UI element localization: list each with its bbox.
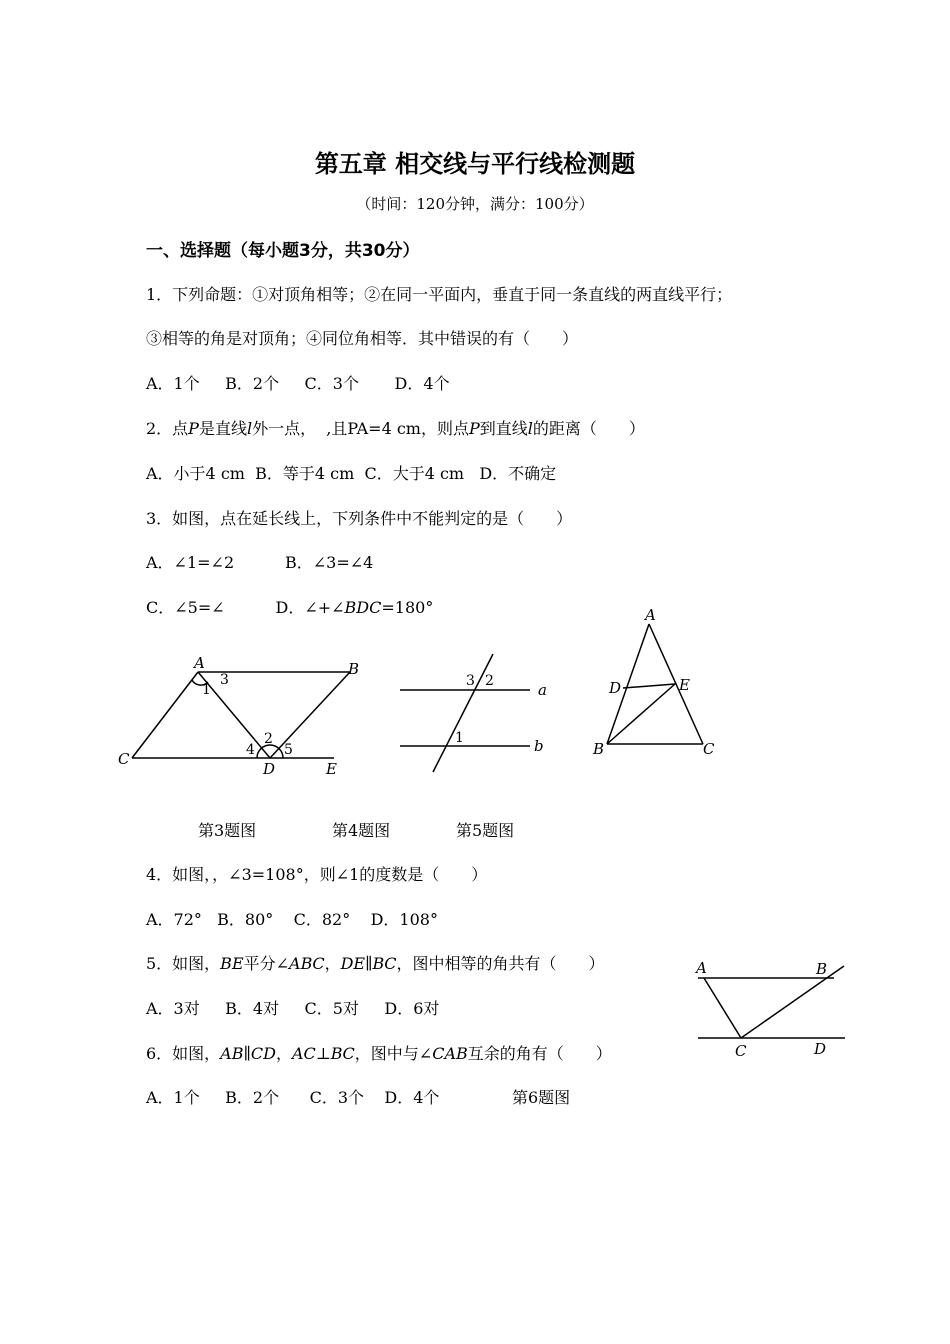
q5-options: A．3对 B．4对 C．5对 D．6对 bbox=[146, 999, 440, 1018]
q4-stem: 4．如图，，∠3=108°，则∠1的度数是（ ） bbox=[146, 865, 488, 884]
fig4-caption: 第4题图 bbox=[332, 821, 391, 840]
fig3-angle-1: 1 bbox=[202, 682, 211, 698]
fig5-label-D: D bbox=[609, 679, 622, 697]
fig6-label-A: A bbox=[696, 959, 707, 977]
fig3-segment-bd bbox=[270, 672, 350, 758]
page-title: 第五章 相交线与平行线检测题 bbox=[314, 150, 636, 178]
fig5-segment-ac bbox=[649, 624, 703, 744]
figure-3 bbox=[112, 648, 372, 780]
fig4-angle-2: 2 bbox=[485, 673, 494, 689]
fig5-label-A: A bbox=[645, 606, 656, 624]
figure-6 bbox=[688, 954, 858, 1066]
fig3-segment-ac bbox=[132, 672, 198, 758]
fig6-segment-cb-extended bbox=[741, 966, 844, 1038]
fig4-angle-1: 1 bbox=[455, 730, 464, 746]
fig5-label-C: C bbox=[703, 740, 715, 758]
fig6-segment-ac bbox=[704, 978, 741, 1038]
fig5-label-B: B bbox=[593, 740, 605, 758]
fig3-angle-4: 4 bbox=[246, 742, 255, 758]
q2-stem: 2．点𝑃是直线𝑙外一点， ,且PA=4 cm，则点𝑃到直线𝑙的距离（ ） bbox=[146, 419, 645, 438]
fig5-caption: 第5题图 bbox=[456, 821, 515, 840]
q3-stem: 3．如图，点在延长线上，下列条件中不能判定的是（ ） bbox=[146, 509, 573, 528]
q6-options: A．1个 B．2个 C．3个 D．4个 bbox=[146, 1088, 440, 1107]
figure-4 bbox=[390, 648, 560, 778]
fig4-transversal bbox=[433, 654, 493, 772]
q1-stem-line2: ③相等的角是对顶角；④同位角相等．其中错误的有（ ） bbox=[146, 329, 579, 348]
q1-stem-line1: 1．下列命题：①对顶角相等；②在同一平面内，垂直于同一条直线的两直线平行； bbox=[146, 285, 733, 304]
q2-options: A．小于4 cm B．等于4 cm C．大于4 cm D．不确定 bbox=[146, 464, 557, 483]
fig4-label-b: b bbox=[534, 737, 544, 755]
q6-stem: 6．如图，𝐴𝐵∥𝐶𝐷，𝐴𝐶⊥𝐵𝐶，图中与∠𝐶𝐴𝐵互余的角有（ ） bbox=[146, 1044, 612, 1063]
fig3-angle-2: 2 bbox=[264, 731, 273, 747]
exam-info: （时间：120分钟，满分：100分） bbox=[356, 195, 594, 213]
fig3-angle-5: 5 bbox=[284, 742, 293, 758]
fig3-angle-3: 3 bbox=[220, 672, 229, 688]
fig3-label-B: B bbox=[348, 660, 360, 678]
fig3-label-E: E bbox=[326, 760, 337, 778]
q3-options-cd: C．∠5=∠ D．∠+∠𝐵𝐷𝐶=180° bbox=[146, 598, 434, 617]
fig5-segment-de bbox=[623, 684, 675, 688]
fig6-label-C: C bbox=[735, 1042, 747, 1060]
fig3-label-D: D bbox=[263, 760, 276, 778]
fig6-caption: 第6题图 bbox=[512, 1088, 571, 1107]
fig3-caption: 第3题图 bbox=[198, 821, 257, 840]
section-heading: 一、选择题（每小题3分，共30分） bbox=[146, 241, 420, 261]
fig6-label-B: B bbox=[816, 960, 828, 978]
fig6-label-D: D bbox=[814, 1040, 827, 1058]
fig5-label-E: E bbox=[679, 676, 690, 694]
fig3-label-C: C bbox=[118, 750, 130, 768]
fig3-label-A: A bbox=[194, 654, 205, 672]
q5-stem: 5．如图，𝐵𝐸平分∠𝐴𝐵𝐶，𝐷𝐸∥𝐵𝐶，图中相等的角共有（ ） bbox=[146, 954, 605, 973]
fig4-angle-3: 3 bbox=[466, 673, 475, 689]
figure-5 bbox=[585, 604, 725, 764]
q3-options-ab: A．∠1=∠2 B．∠3=∠4 bbox=[146, 553, 374, 572]
fig4-label-a: a bbox=[538, 681, 547, 699]
q4-options: A．72° B．80° C．82° D．108° bbox=[146, 910, 438, 929]
q1-options: A．1个 B．2个 C．3个 D．4个 bbox=[146, 374, 450, 393]
